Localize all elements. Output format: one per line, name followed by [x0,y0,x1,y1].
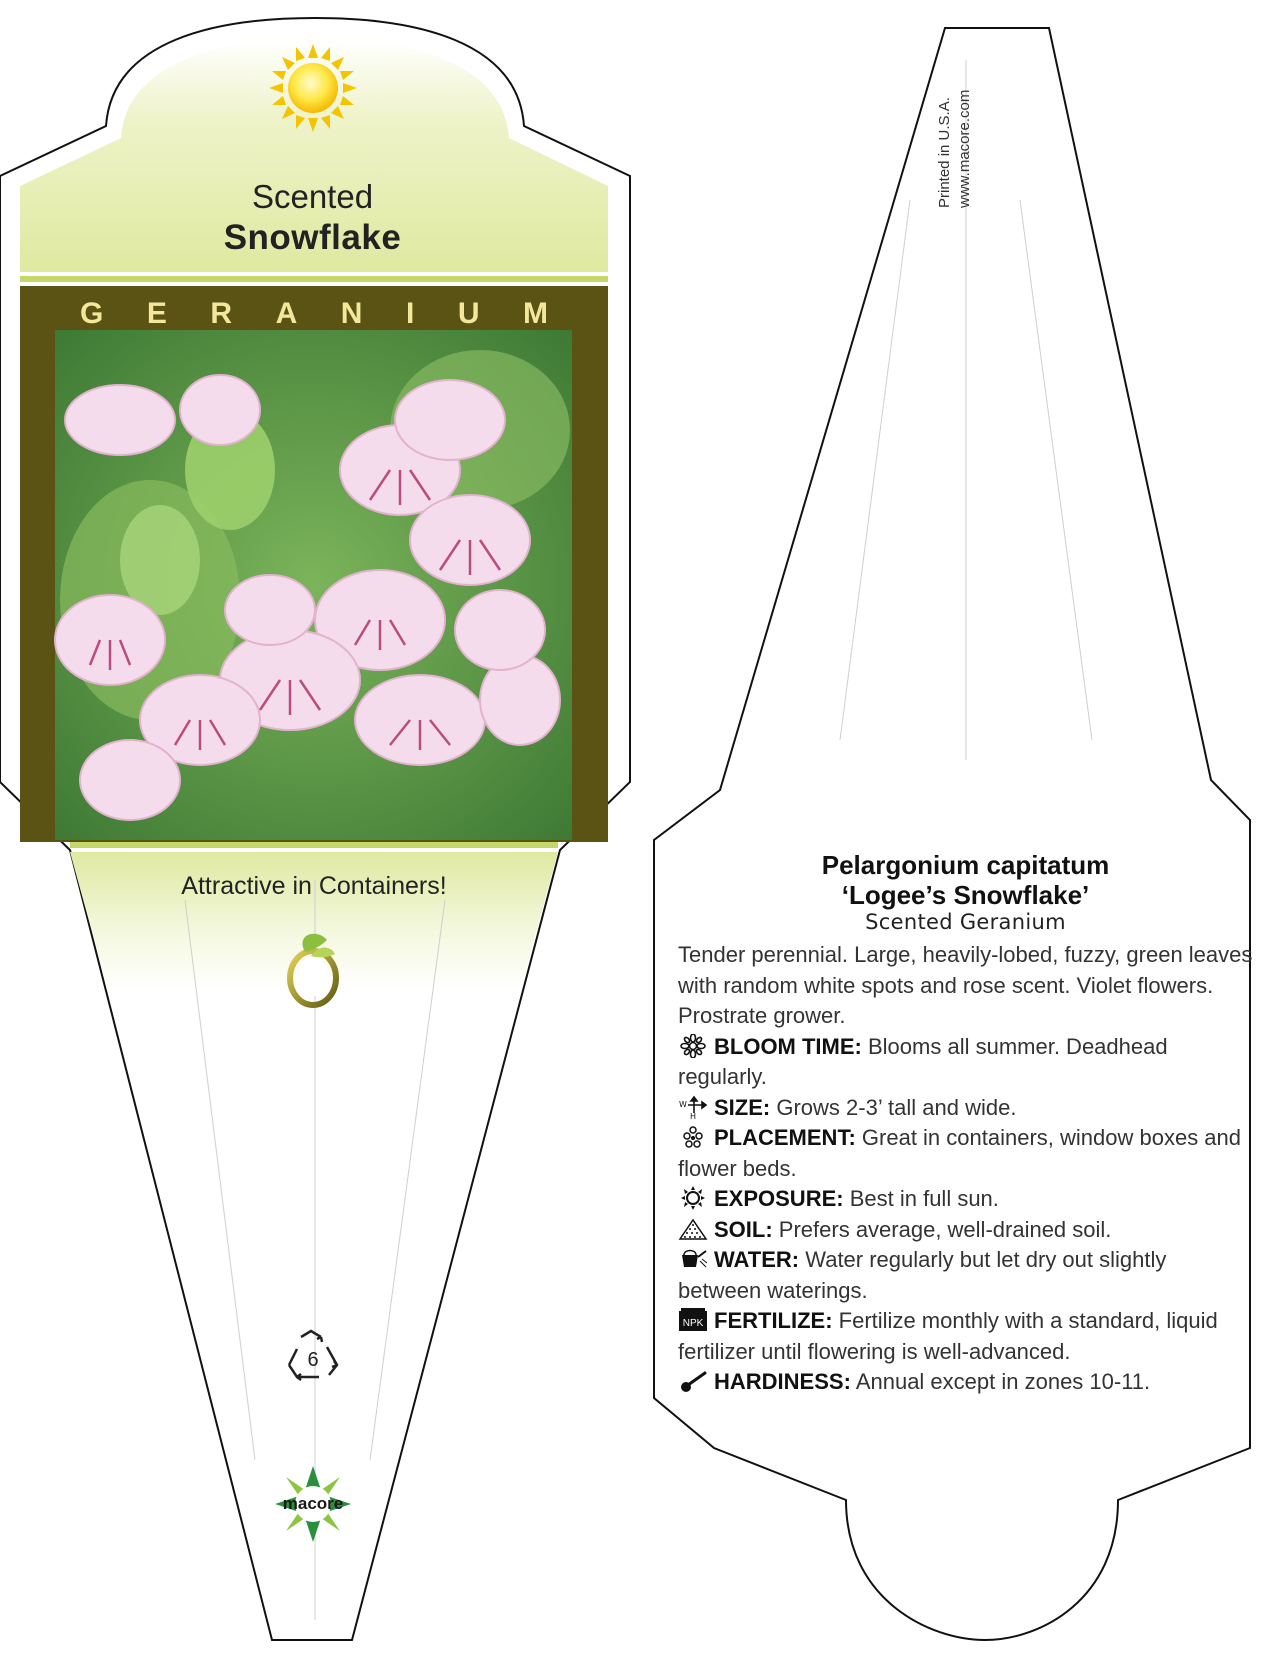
genus-letter: U [457,297,480,330]
genus-banner [80,297,548,331]
genus-letter: M [523,297,548,330]
care-soil [678,1215,1253,1246]
care-text: Blooms all summer. Deadhead regularly. [678,1033,1168,1089]
botanical-name-line1: Pelargonium capitatum [821,850,1110,880]
care-label: WATER: [714,1247,800,1272]
printed-line2: www.macore.com [956,89,973,208]
svg-text:H: H [690,1111,697,1119]
care-water [678,1245,1253,1306]
care-label: HARDINESS: [714,1369,851,1394]
care-exposure [678,1184,1253,1215]
care-label: SIZE: [714,1094,771,1120]
care-text: Best in full sun. [849,1186,999,1211]
plant-description: Tender perennial. Large, heavily-lobed, fuzzy, green leaves with random white spots and rose scent. Violet flowers. Prostrate grower. [678,942,1253,1028]
npk-icon [678,1308,708,1332]
genus-letter: E [146,297,167,330]
botanical-name-line2: ‘Logee’s Snowflake’ [841,880,1090,910]
care-size [678,1093,1253,1124]
svg-text:W: W [679,1099,687,1109]
tagline: Attractive in Containers! [181,872,447,900]
genus-letter: G [80,297,104,330]
printed-line1: Printed in U.S.A. [936,97,953,208]
macore-logo-text: macore [282,1494,344,1513]
genus-letter: N [340,297,363,330]
genus-letter: A [275,297,298,330]
placement-icon [678,1125,708,1149]
sun-exposure-icon [269,44,357,132]
back-tag-outline [654,28,1250,1640]
care-text: Prefers average, well-drained soil. [778,1216,1112,1242]
back-content [678,850,1253,1398]
care-text: Water regularly but let dry out slightly between waterings. [678,1247,1167,1303]
care-label: FERTILIZE: [714,1308,833,1333]
common-name: Scented Geranium [865,910,1066,934]
care-label: EXPOSURE: [714,1186,844,1211]
care-label: PLACEMENT: [714,1125,856,1150]
care-label: BLOOM TIME: [714,1033,862,1059]
care-text: Fertilize monthly with a standard, liquid fertilizer until flowering is well-advanced. [678,1308,1218,1364]
genus-letter: R [210,297,233,330]
watering-can-icon [678,1247,708,1271]
thermometer-icon [678,1369,708,1393]
front-title-line2: Snowflake [223,218,402,257]
care-hardiness [678,1367,1253,1398]
care-placement [678,1123,1253,1184]
care-text: Great in containers, window boxes and flower beds. [678,1125,1242,1181]
care-label: SOIL: [714,1216,773,1242]
care-text: Grows 2-3’ tall and wide. [776,1094,1017,1120]
flower-photo [55,330,572,840]
front-title-line1: Scented [251,178,374,215]
printed-in-usa [935,50,973,210]
recycle-code: 6 [307,1349,319,1371]
sun-icon [678,1186,708,1210]
npk-label: NPK [682,1318,704,1329]
genus-letter: I [405,297,415,330]
care-bloom [678,1032,1253,1093]
flower-icon [678,1034,708,1058]
care-fertilize [678,1306,1253,1367]
soil-icon [678,1217,708,1241]
care-text: Annual except in zones 10-11. [855,1369,1151,1394]
size-icon [678,1095,708,1119]
